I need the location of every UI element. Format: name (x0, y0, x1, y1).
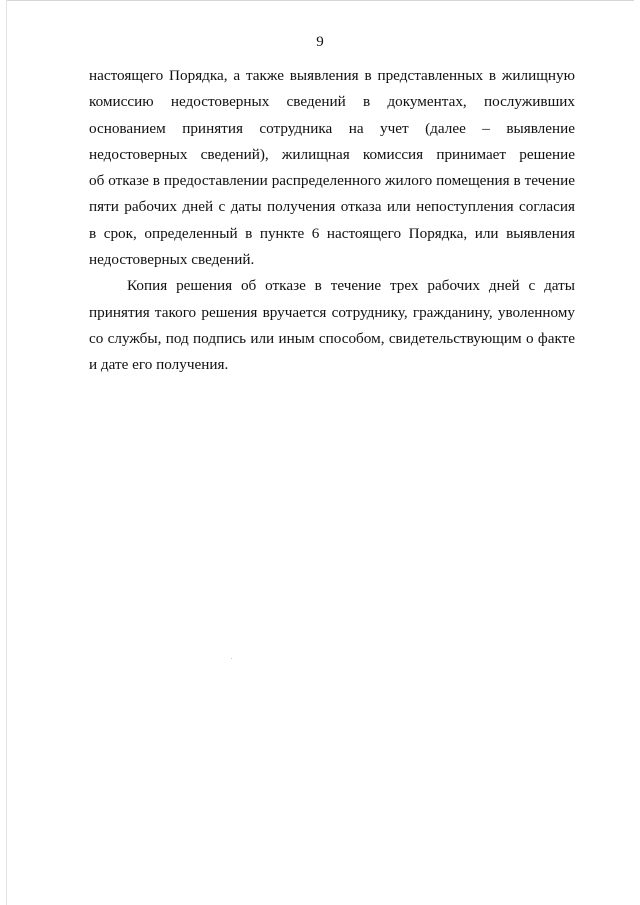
paragraph-line: в срок, определенный в пункте 6 настоящего Порядка, или выявления (89, 224, 575, 242)
paragraph-line: основанием принятия сотрудника на учет (далее – выявление (89, 119, 575, 137)
paragraph-line: настоящего Порядка, а также выявления в представленных в жилищную (89, 67, 575, 84)
body-text (89, 63, 575, 379)
scan-left-edge (6, 0, 7, 905)
paragraph-line: Копия решения об отказе в течение трех рабочих дней с даты (127, 277, 575, 295)
scan-top-edge (6, 0, 634, 1)
paragraph-line: об отказе в предоставлении распределенного жилого помещения в течение (89, 172, 575, 190)
paragraph-line: и дате его получения. (89, 356, 229, 374)
paragraph-line: пяти рабочих дней с даты получения отказа или непоступления согласия (89, 198, 575, 216)
paragraph-line: комиссию недостоверных сведений в документах, послуживших (89, 93, 575, 111)
paragraph-2 (89, 273, 575, 378)
paragraph-line: недостоверных сведений. (89, 251, 255, 269)
paragraph-line: со службы, под подпись или иным способом, свидетельствующим о факте (89, 329, 575, 347)
page-number: 9 (316, 34, 324, 50)
scan-speck (231, 658, 232, 659)
paragraph-1 (89, 63, 575, 273)
paragraph-line: недостоверных сведений), жилищная комиссия принимает решение (89, 145, 575, 163)
paragraph-line: принятия такого решения вручается сотруднику, гражданину, уволенному (89, 303, 575, 321)
